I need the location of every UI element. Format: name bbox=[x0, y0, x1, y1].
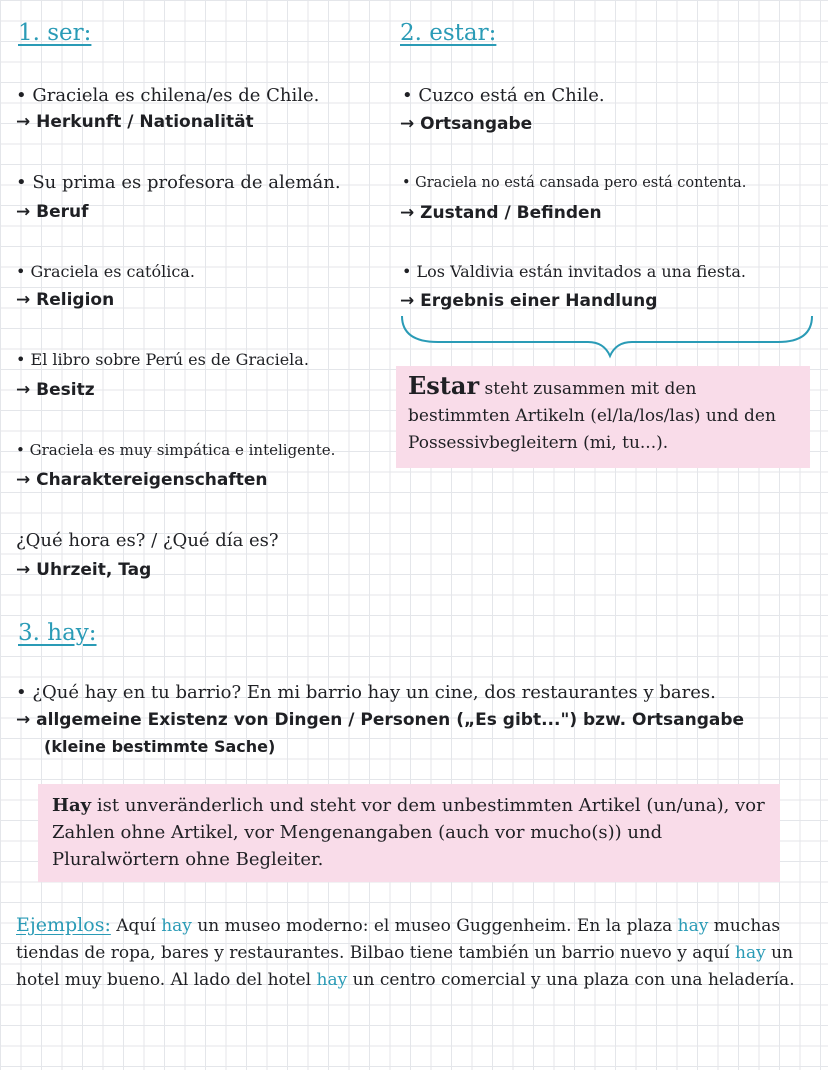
estar-example-3: • Los Valdivia están invitados a una fiesta. bbox=[402, 262, 746, 281]
hay-note-2: (kleine bestimmte Sache) bbox=[44, 737, 276, 756]
ser-example-2: • Su prima es profesora de alemán. bbox=[16, 172, 341, 193]
ser-note-3: → Religion bbox=[16, 290, 115, 310]
ser-example-4: • El libro sobre Perú es de Graciela. bbox=[16, 350, 309, 369]
ejemplos-paragraph bbox=[16, 912, 816, 994]
estar-note-1: → Ortsangabe bbox=[400, 114, 533, 134]
ser-note-1: → Herkunft / Nationalität bbox=[16, 112, 254, 132]
ejemplos-text-1: Aquí bbox=[110, 916, 162, 936]
ser-example-1: • Graciela es chilena/es de Chile. bbox=[16, 85, 320, 106]
heading-hay: 3. hay: bbox=[18, 620, 97, 646]
estar-example-1: • Cuzco está en Chile. bbox=[402, 85, 605, 106]
ejemplos-text-2: un museo moderno: el museo Guggenheim. En la plaza bbox=[191, 916, 678, 936]
estar-box-text: steht zusammen mit den bestimmten Artikeln (el/la/los/las) und den Possessivbegleitern (mi, tu...). bbox=[408, 379, 776, 453]
ejemplos-text-3: muchas tiendas de ropa, bares y restaurantes. Bilbao tiene también un barrio nuevo y aquí bbox=[16, 916, 781, 963]
ser-example-6: ¿Qué hora es? / ¿Qué día es? bbox=[16, 530, 279, 551]
estar-note-2: → Zustand / Befinden bbox=[400, 203, 602, 223]
ser-note-6: → Uhrzeit, Tag bbox=[16, 560, 152, 580]
hay-keyword: hay bbox=[677, 916, 709, 936]
estar-highlight-box bbox=[396, 366, 810, 468]
hay-box-lead: Hay bbox=[52, 795, 92, 816]
ser-example-5: • Graciela es muy simpática e inteligente. bbox=[16, 441, 336, 459]
ejemplos-label: Ejemplos: bbox=[16, 914, 111, 936]
ser-note-5: → Charaktereigenschaften bbox=[16, 470, 268, 490]
estar-note-3: → Ergebnis einer Handlung bbox=[400, 291, 658, 311]
hay-keyword: hay bbox=[161, 916, 192, 936]
hay-keyword: hay bbox=[735, 943, 766, 963]
hay-box-text: ist unveränderlich und steht vor dem unbestimmten Artikel (un/una), vor Zahlen ohne Artikel, vor Mengenangaben (auch vor mucho(s)) und Pluralwörtern ohne Begleiter. bbox=[52, 795, 765, 870]
hay-highlight-box bbox=[38, 784, 780, 882]
hay-keyword: hay bbox=[316, 970, 348, 990]
brace-icon bbox=[398, 312, 818, 360]
heading-ser: 1. ser: bbox=[18, 20, 92, 46]
estar-box-lead: Estar bbox=[408, 371, 480, 400]
ejemplos-text-4: un hotel muy bueno. Al lado del hotel bbox=[16, 943, 794, 990]
heading-estar: 2. estar: bbox=[400, 20, 497, 46]
ser-note-4: → Besitz bbox=[16, 380, 95, 400]
estar-example-2: • Graciela no está cansada pero está contenta. bbox=[402, 175, 747, 191]
ser-note-2: → Beruf bbox=[16, 202, 89, 222]
hay-example: • ¿Qué hay en tu barrio? En mi barrio hay un cine, dos restaurantes y bares. bbox=[16, 682, 716, 703]
hay-note-1: → allgemeine Existenz von Dingen / Personen („Es gibt...") bzw. Ortsangabe bbox=[16, 710, 745, 730]
ejemplos-text-5: un centro comercial y una plaza con una heladería. bbox=[347, 970, 795, 990]
ser-example-3: • Graciela es católica. bbox=[16, 262, 195, 281]
